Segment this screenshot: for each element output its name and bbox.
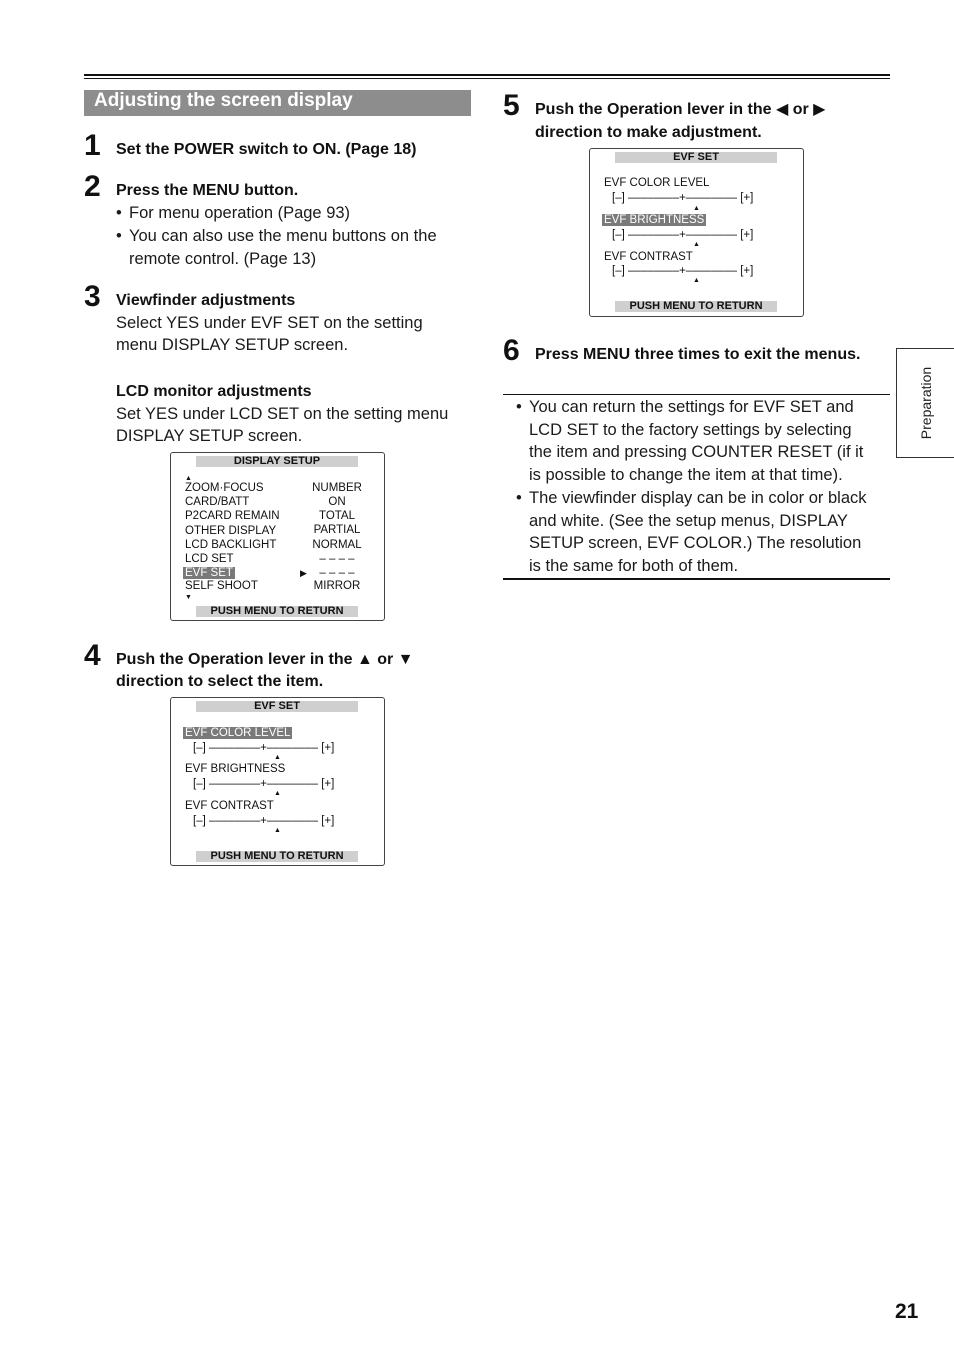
menu-item-value: – – – –	[319, 553, 355, 565]
step-5-title-line-1: Push the Operation lever in the ◀ or ▶	[535, 101, 826, 118]
menu-item-value: MIRROR	[313, 580, 361, 592]
menu-item-selected: EVF COLOR LEVEL	[185, 727, 291, 739]
menu-item-value: – – – –	[319, 567, 355, 579]
menu-item-label: P2CARD REMAIN	[185, 510, 280, 522]
scroll-up-icon: ▲	[185, 475, 192, 482]
menu-item: EVF CONTRAST	[604, 251, 693, 263]
slider-marker-icon: ▲	[274, 790, 281, 797]
step-4-title-line-2: direction to select the item.	[116, 673, 324, 690]
menu-item-label: OTHER DISPLAY	[185, 525, 277, 537]
menu-item: EVF BRIGHTNESS	[185, 763, 286, 775]
level-scale: [–] ––––––––+–––––––– [+]	[612, 192, 754, 204]
step-2-number: 2	[84, 170, 101, 203]
step-4-number: 4	[84, 639, 101, 672]
note-1-line-4: is possible to change the item at that time).	[529, 466, 843, 484]
slider-marker-icon: ▲	[274, 827, 281, 834]
note-1-line-1: • You can return the settings for EVF SET and	[516, 398, 854, 416]
level-scale: [–] ––––––––+–––––––– [+]	[193, 778, 335, 790]
menu-item-value: PARTIAL	[313, 524, 361, 536]
step-1-number: 1	[84, 129, 101, 162]
step-2-bullet-1: • For menu operation (Page 93)	[116, 204, 351, 222]
menu-item-label: LCD SET	[185, 553, 234, 565]
menu-item-label-selected: EVF SET	[185, 567, 233, 579]
note-1-line-3: the item and pressing COUNTER RESET (if it	[529, 443, 864, 461]
top-rule-thin	[84, 78, 890, 79]
screen-header: EVF SET	[615, 152, 777, 163]
level-scale: [–] ––––––––+–––––––– [+]	[612, 229, 754, 241]
step-3-body-line-2: menu DISPLAY SETUP screen.	[116, 336, 349, 354]
evf-set-screen-step-4	[170, 697, 385, 866]
evf-set-screen-step-5	[589, 148, 804, 317]
section-side-tab	[896, 348, 954, 458]
right-triangle-icon: ▶	[300, 568, 307, 578]
slider-marker-icon: ▲	[693, 241, 700, 248]
step-3-body-line-1: Select YES under EVF SET on the setting	[116, 314, 423, 332]
step-6-title: Press MENU three times to exit the menus.	[535, 346, 861, 363]
note-2-line-2: and white. (See the setup menus, DISPLAY	[529, 512, 848, 530]
section-title: Adjusting the screen display	[84, 90, 471, 116]
menu-item-selected: EVF BRIGHTNESS	[604, 214, 705, 226]
menu-item-value: ON	[328, 496, 346, 508]
notes-rule-top	[503, 394, 890, 395]
display-setup-screen	[170, 452, 385, 621]
menu-item-label: LCD BACKLIGHT	[185, 539, 277, 551]
menu-item-value: TOTAL	[319, 510, 355, 522]
screen-header: EVF SET	[196, 701, 358, 712]
step-2-title: Press the MENU button.	[116, 182, 299, 199]
notes-rule-bottom	[503, 578, 890, 580]
step-4-title-line-1: Push the Operation lever in the ▲ or ▼	[116, 651, 414, 668]
screen-footer: PUSH MENU TO RETURN	[615, 301, 777, 312]
page-number: 21	[895, 1300, 919, 1323]
slider-marker-icon: ▲	[274, 754, 281, 761]
menu-item-label: ZOOM·FOCUS	[185, 482, 264, 494]
step-5-number: 5	[503, 89, 520, 122]
note-1-line-2: LCD SET to the factory settings by selecting	[529, 421, 852, 439]
slider-marker-icon: ▲	[693, 277, 700, 284]
step-3-subbody-line-2: DISPLAY SETUP screen.	[116, 427, 303, 445]
menu-item: EVF COLOR LEVEL	[604, 177, 710, 189]
menu-item-value: NORMAL	[312, 539, 362, 551]
step-3-subbody-line-1: Set YES under LCD SET on the setting menu	[116, 405, 449, 423]
side-tab-label: Preparation	[917, 366, 934, 440]
slider-marker-icon: ▲	[693, 205, 700, 212]
menu-item-label: CARD/BATT	[185, 496, 250, 508]
step-6-number: 6	[503, 334, 520, 367]
step-3-title: Viewfinder adjustments	[116, 292, 296, 309]
screen-header: DISPLAY SETUP	[196, 456, 358, 467]
note-2-line-1: • The viewfinder display can be in color or black	[516, 489, 867, 507]
step-5-title-line-2: direction to make adjustment.	[535, 124, 762, 141]
step-2-bullet-2: • You can also use the menu buttons on the	[116, 227, 437, 245]
step-3-subtitle: LCD monitor adjustments	[116, 383, 312, 400]
note-2-line-4: is the same for both of them.	[529, 557, 739, 575]
scroll-down-icon: ▼	[185, 594, 192, 601]
step-1-title: Set the POWER switch to ON. (Page 18)	[116, 141, 417, 158]
menu-item: EVF CONTRAST	[185, 800, 274, 812]
top-rule	[84, 74, 890, 76]
level-scale: [–] ––––––––+–––––––– [+]	[193, 742, 335, 754]
note-2-line-3: SETUP screen, EVF COLOR.) The resolution	[529, 534, 862, 552]
menu-item-label: SELF SHOOT	[185, 580, 258, 592]
step-2-bullet-2-cont: remote control. (Page 13)	[129, 250, 317, 268]
screen-footer: PUSH MENU TO RETURN	[196, 606, 358, 617]
level-scale: [–] ––––––––+–––––––– [+]	[193, 815, 335, 827]
menu-item-value: NUMBER	[312, 482, 362, 494]
level-scale: [–] ––––––––+–––––––– [+]	[612, 265, 754, 277]
step-3-number: 3	[84, 280, 101, 313]
screen-footer: PUSH MENU TO RETURN	[196, 851, 358, 862]
